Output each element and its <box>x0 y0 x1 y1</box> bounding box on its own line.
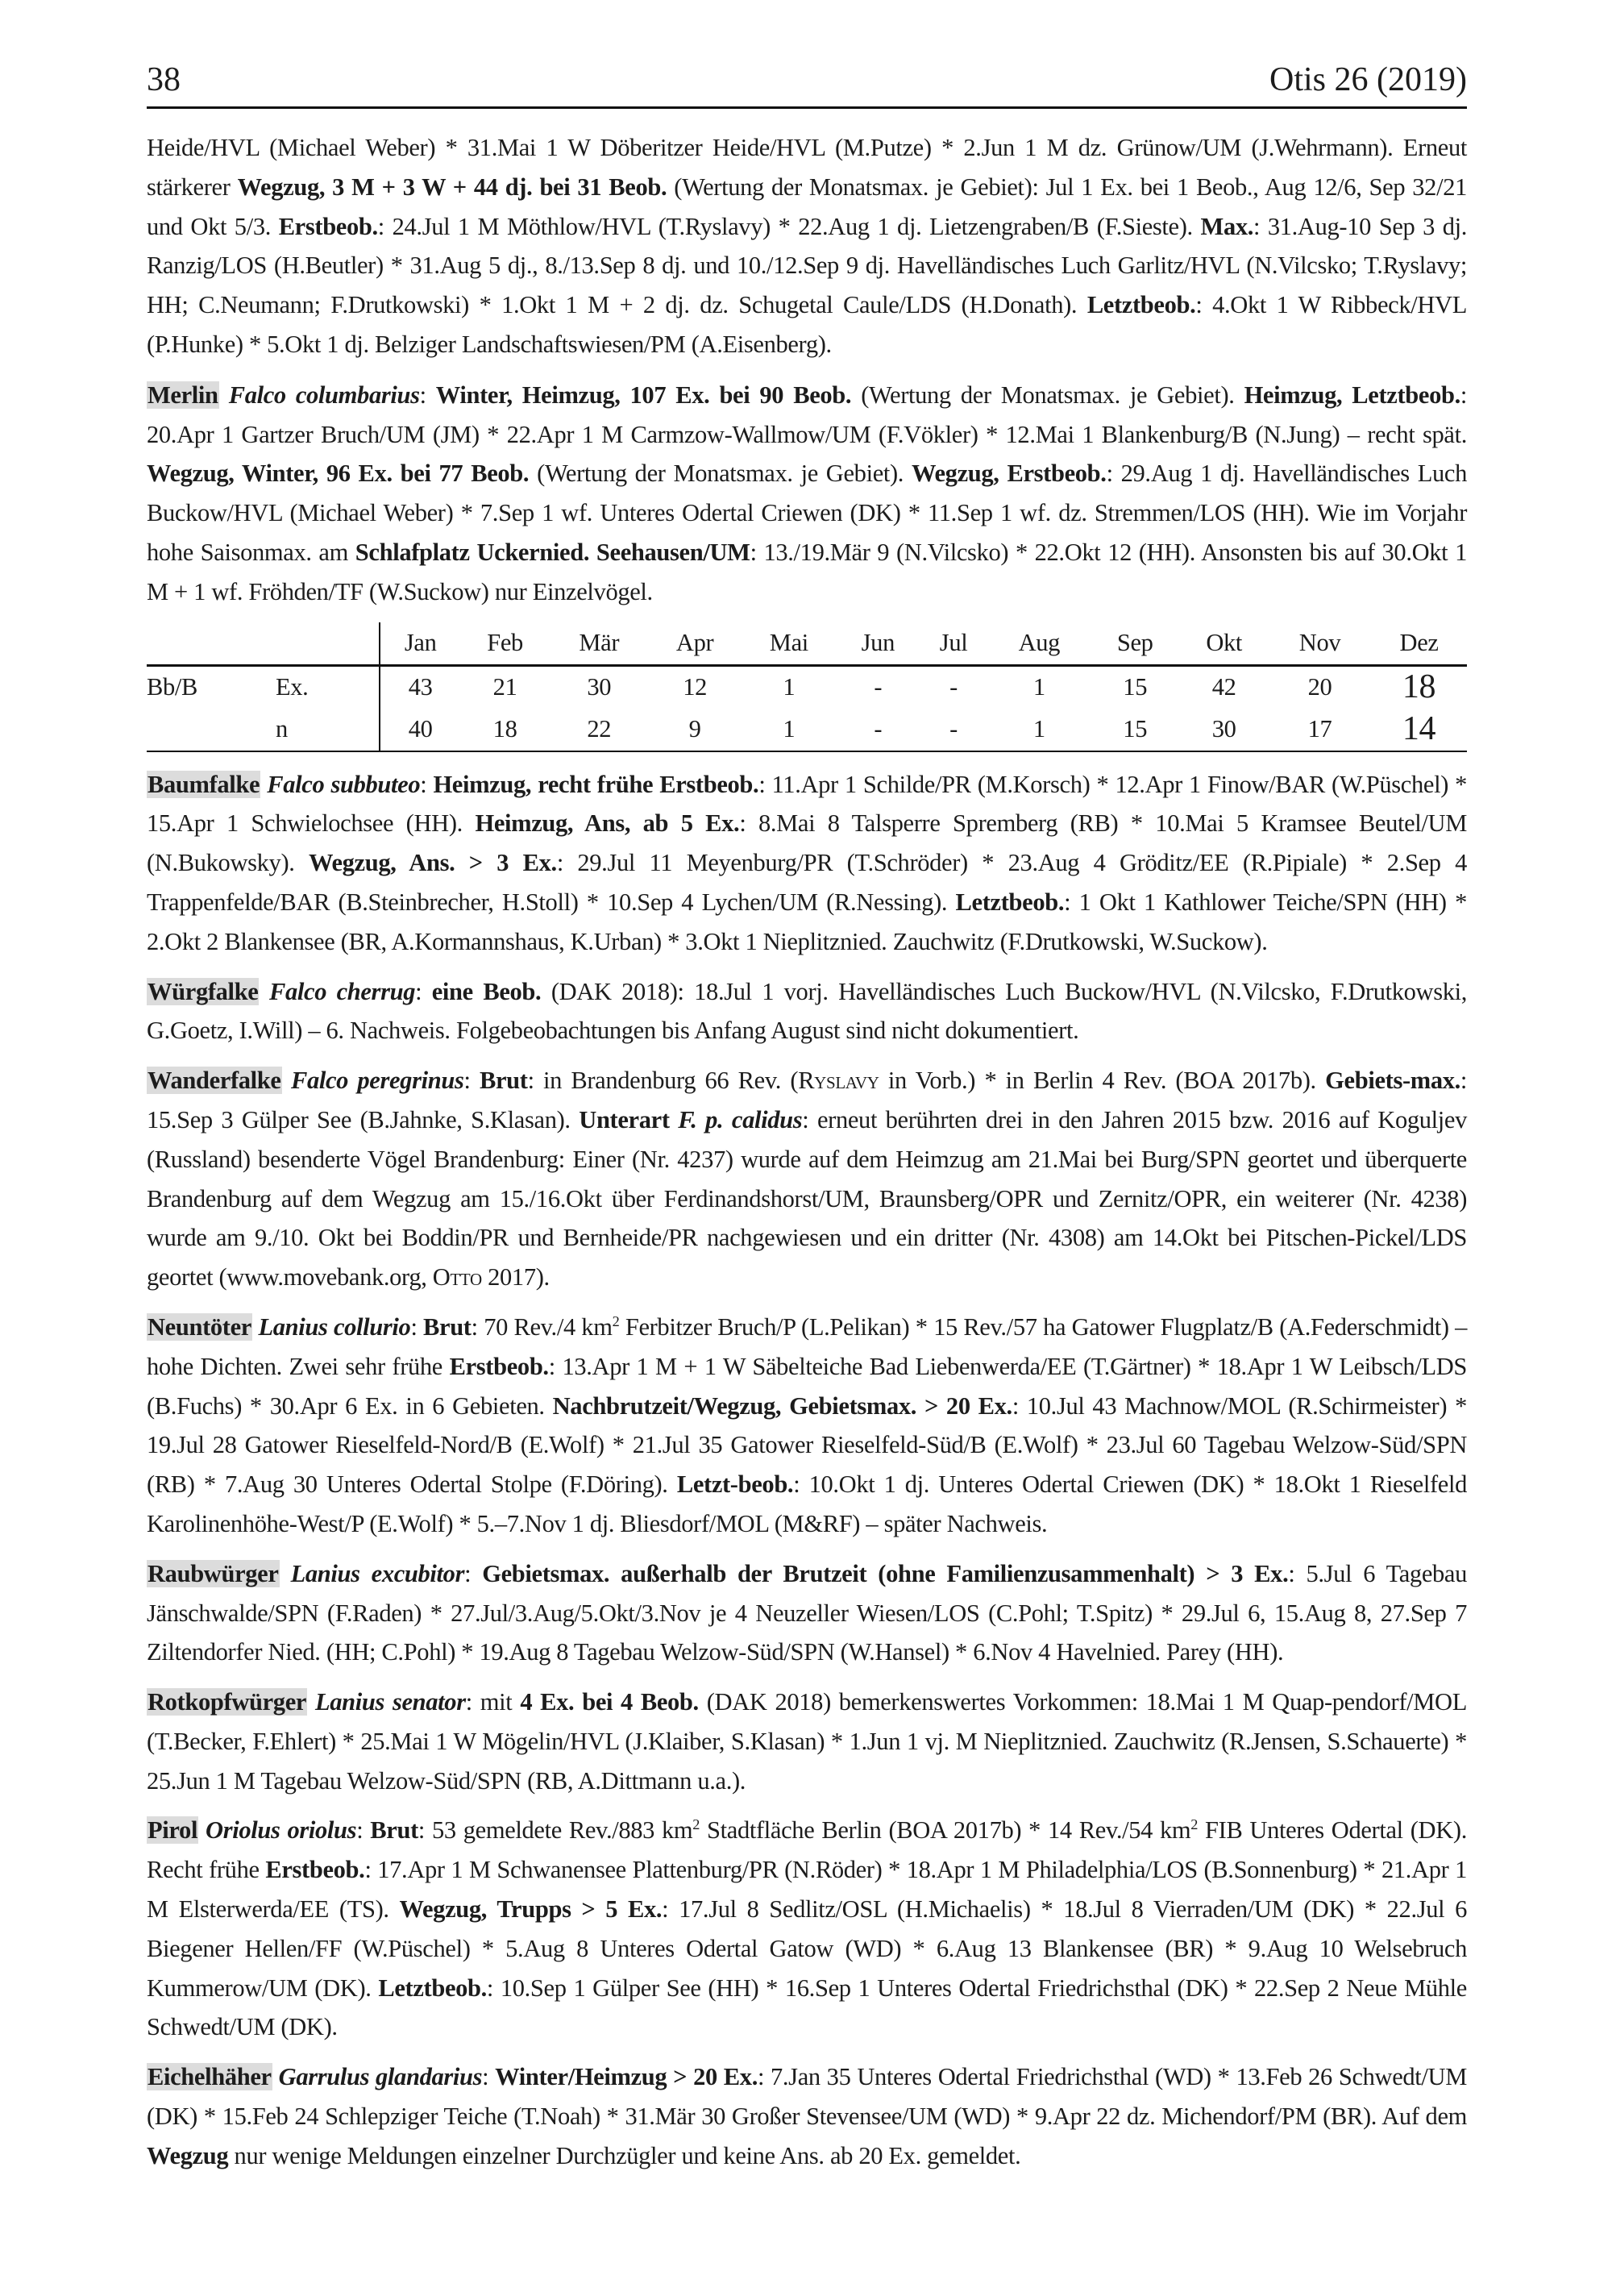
month-header: Mär <box>550 622 649 666</box>
species-entry-wuergfalke: Würgfalke Falco cherrug: eine Beob. (DAK 2018): 18.Jul 1 vorj. Havelländisches Luch Buckow/HVL (N.Vilcsko, F.Drutkowski, G.Goetz, I.Will) – 6. Nachweis. Folgebeobachtungen bis Anfang August sind nicht dokumentiert. <box>147 977 1468 1045</box>
month-header: Mai <box>741 622 837 666</box>
scientific-name: Oriolus oriolus <box>206 1816 357 1845</box>
scientific-name: Lanius collurio <box>258 1312 411 1341</box>
value-cell: 21 <box>492 673 517 701</box>
month-header: Dez <box>1371 622 1467 666</box>
paragraph-continuation: Heide/HVL (Michael Weber) * 31.Mai 1 W Döberitzer Heide/HVL (M.Putze) * 2.Jun 1 M dz. Grünow/UM (J.Wehrmann). Erneut stärkerer Wegzug, 3 M + 3 W + 44 dj. bei 31 Beob. (Wertung der Monatsmax. je Gebiet): Jul 1 Ex. bei 1 Beob., Aug 12/6, Sep 32/21 und Okt 5/3. Erstbeob.: 24.Jul 1 M Möthlow/HVL (T.Ryslavy) * 22.Aug 1 dj. Lietzengraben/B (F.Sieste). Max.: 31.Aug-10 Sep 3 dj. Ranzig/LOS (H.Beutler) * 31.Aug 5 dj., 8./13.Sep 8 dj. und 10./12.Sep 9 dj. Havelländisches Luch Garlitz/HVL (N.Vilcsko; T.Ryslavy; HH; C.Neumann; F.Drutkowski) * 1.Okt 1 M + 2 dj. dz. Schugetal Caule/LDS (H.Donath). Letztbeob.: 4.Okt 1 W Ribbeck/HVL (P.Hunke) * 5.Okt 1 dj. Belziger Landschaftswiesen/PM (A.Eisenberg). <box>147 134 1467 358</box>
species-name: Wanderfalke <box>147 1067 281 1095</box>
scientific-name: Lanius excubitor <box>290 1559 465 1587</box>
species-entry-rotkopfwuerger: Rotkopfwürger Lanius senator: mit 4 Ex. bei 4 Beob. (DAK 2018) bemerkenswertes Vorkommen: 18.Mai 1 M Quap-pendorf/MOL (T.Becker, F.Ehlert) * 25.Mai 1 W Mögelin/HVL (J.Klaiber, S.Klasan) * 1.Jun 1 vj. M Nieplitznied. Zauchwitz (R.Jensen, S.Schauerte) * 25.Jun 1 M Tagebau Welzow-Süd/SPN (RB, A.Dittmann u.a.). <box>147 1688 1468 1795</box>
value-cell: 9 <box>649 709 742 751</box>
value-cell: 43 <box>408 673 433 701</box>
journal-page <box>147 63 1467 2186</box>
species-name: Neuntöter <box>147 1312 251 1341</box>
species-entry-raubwuerger: Raubwürger Lanius excubitor: Gebietsmax. außerhalb der Brutzeit (ohne Familienzusammenhalt) > 3 Ex.: 5.Jul 6 Tagebau Jänschwalde/SPN (F.Raden) * 27.Jul/3.Aug/5.Okt/3.Nov je 4 Neuzeller Wiesen/LOS (C.Pohl; T.Spitz) * 29.Jul 6, 15.Aug 8, 27.Sep 7 Ziltendorfer Nied. (HH; C.Pohl) * 19.Aug 8 Tagebau Welzow-Süd/SPN (W.Hansel) * 6.Nov 4 Havelnied. Parey (HH). <box>147 1559 1467 1666</box>
value-cell: 18 <box>460 709 549 751</box>
article-body <box>147 128 1467 2176</box>
running-head <box>147 63 1467 109</box>
species-entry-neuntoeter: Neuntöter Lanius collurio: Brut: 70 Rev./4 $km^2$ Ferbitzer Bruch/P (L.Pelikan) * 15 Rev./57 ha Gatower Flugplatz/B (A.Federschmidt) – hohe Dichten. Zwei sehr frühe Erstbeob.: 13.Apr 1 M + 1 W Säbelteiche Bad Liebenwerda/EE (T.Gärtner) * 18.Apr 1 W Leibsch/LDS (B.Fuchs) * 30.Apr 6 Ex. in 6 Gebieten. Nachbrutzeit/Wegzug, Gebietsmax. > 20 Ex.: 10.Jul 43 Machnow/MOL (R.Schirmeister) * 19.Jul 28 Gatower Rieselfeld-Nord/B (E.Wolf) * 21.Jul 35 Gatower Rieselfeld-Süd/B (E.Wolf) * 23.Jul 60 Tagebau Welzow-Süd/SPN (RB) * 7.Aug 30 Unteres Odertal Stolpe (F.Döring). Letzt-beob.: 10.Okt 1 dj. Unteres Odertal Criewen (DK) * 18.Okt 1 Rieselfeld Karolinenhöhe-West/P (E.Wolf) * 5.–7.Nov 1 dj. Bliesdorf/MOL (M&RF) – später Nachweis. <box>147 1312 1468 1537</box>
author-citation: Ryslavy <box>798 1067 879 1095</box>
value-cell: 15 <box>1123 673 1148 701</box>
species-entry-eichelhaeher: Eichelhäher Garrulus glandarius: Winter/Heimzug > 20 Ex.: 7.Jan 35 Unteres Odertal Friedrichsthal (WD) * 13.Feb 26 Schwedt/UM (DK) * 15.Feb 24 Schlepziger Teiche (T.Noah) * 31.Mär 30 Großer Stevensee/UM (WD) * 9.Apr 22 dz. Michendorf/PM (BR). Auf dem Wegzug nur wenige Meldungen einzelner Durchzügler und keine Ans. ab 20 Ex. gemeldet. <box>147 2063 1467 2169</box>
value-cell: 1 <box>783 673 796 701</box>
metric-cell: Ex. <box>276 665 380 709</box>
value-cell: 14 <box>1371 709 1467 751</box>
value-cell: 17 <box>1269 709 1371 751</box>
value-cell: 22 <box>550 709 649 751</box>
species-name: Merlin <box>147 381 218 409</box>
species-name: Baumfalke <box>147 770 260 798</box>
value-cell: - <box>919 709 987 751</box>
region-cell: Bb/B <box>147 673 198 701</box>
metric-cell: n <box>276 709 380 751</box>
month-header: Feb <box>460 622 549 666</box>
scientific-name: Falco subbuteo <box>267 770 421 798</box>
value-cell: 20 <box>1307 673 1332 701</box>
table-row <box>147 665 1467 709</box>
table-header-row <box>147 622 1467 666</box>
value-cell: 15 <box>1091 709 1179 751</box>
species-name: Eichelhäher <box>147 2063 272 2091</box>
month-header: Jul <box>919 622 987 666</box>
value-cell: 30 <box>1179 709 1268 751</box>
month-header: Okt <box>1179 622 1268 666</box>
value-cell: 42 <box>1211 673 1236 701</box>
species-entry-baumfalke: Baumfalke Falco subbuteo: Heimzug, recht frühe Erstbeob.: 11.Apr 1 Schilde/PR (M.Korsch) * 12.Apr 1 Finow/BAR (W.Püschel) * 15.Apr 1 Schwielochsee (HH). Heimzug, Ans, ab 5 Ex.: 8.Mai 8 Talsperre Spremberg (RB) * 10.Mai 5 Kramsee Beutel/UM (N.Bukowsky). Wegzug, Ans. > 3 Ex.: 29.Jul 11 Meyenburg/PR (T.Schröder) * 23.Aug 4 Gröditz/EE (R.Pipiale) * 2.Sep 4 Trappenfelde/BAR (B.Steinbrecher, H.Stoll) * 10.Sep 4 Lychen/UM (R.Nessing). Letztbeob.: 1 Okt 1 Kathlower Teiche/SPN (HH) * 2.Okt 2 Blankensee (BR, A.Kormannshaus, K.Urban) * 3.Okt 1 Nieplitznied. Zauchwitz (F.Drutkowski, W.Suckow). <box>147 770 1467 955</box>
month-header: Jan <box>380 622 460 666</box>
scientific-name: Falco columbarius <box>228 381 420 409</box>
value-cell: 40 <box>380 709 460 751</box>
value-cell: - <box>874 673 883 701</box>
month-header: Sep <box>1091 622 1179 666</box>
value-cell: 30 <box>587 673 612 701</box>
species-name: Rotkopfwürger <box>147 1688 307 1716</box>
species-name: Würgfalke <box>147 977 259 1005</box>
author-citation: Otto <box>432 1263 482 1292</box>
scientific-name: Falco cherrug <box>268 977 416 1005</box>
species-entry-merlin: Merlin Falco columbarius: Winter, Heimzug, 107 Ex. bei 90 Beob. (Wertung der Monatsmax. je Gebiet). Heimzug, Letztbeob.: 20.Apr 1 Gartzer Bruch/UM (JM) * 22.Apr 1 M Carmzow-Wallmow/UM (F.Vökler) * 12.Mai 1 Blankenburg/B (N.Jung) – recht spät. Wegzug, Winter, 96 Ex. bei 77 Beob. (Wertung der Monatsmax. je Gebiet). Wegzug, Erstbeob.: 29.Aug 1 dj. Havelländisches Luch Buckow/HVL (Michael Weber) * 7.Sep 1 wf. Unteres Odertal Criewen (DK) * 11.Sep 1 wf. dz. Stremmen/LOS (HH). Wie im Vorjahr hohe Saisonmax. am Schlafplatz Uckernied. Seehausen/UM: 13./19.Mär 9 (N.Vilcsko) * 22.Okt 12 (HH). Ansonsten bis auf 30.Okt 1 M + 1 wf. Fröhden/TF (W.Suckow) nur Einzelvögel. <box>147 381 1467 605</box>
species-entry-pirol: Pirol Oriolus oriolus: Brut: 53 gemeldete Rev./883 $km^2$ Stadtfläche Berlin (BOA 2017b) * 14 Rev./54 $km^2$ FIB Unteres Odertal (DK). Recht frühe Erstbeob.: 17.Apr 1 M Schwanensee Plattenburg/PR (N.Röder) * 18.Apr 1 M Philadelphia/LOS (B.Sonnenburg) * 21.Apr 1 M Elsterwerda/EE (TS). Wegzug, Trupps > 5 Ex.: 17.Jul 8 Sedlitz/OSL (H.Michaelis) * 18.Jul 8 Vierraden/UM (DK) * 22.Jul 6 Biegener Hellen/FF (W.Püschel) * 5.Aug 8 Unteres Odertal Gatow (WD) * 6.Aug 13 Blankensee (BR) * 9.Aug 10 Welsebruch Kummerow/UM (DK). Letztbeob.: 10.Sep 1 Gülper See (HH) * 16.Sep 1 Unteres Odertal Friedrichsthal (DK) * 22.Sep 2 Neue Mühle Schwedt/UM (DK). <box>147 1816 1467 2041</box>
value-cell: 18 <box>1402 668 1436 706</box>
journal-title: Otis 26 (2019) <box>1269 61 1467 98</box>
month-header: Jun <box>837 622 919 666</box>
scientific-name: Falco peregrinus <box>290 1067 464 1095</box>
value-cell: - <box>949 673 958 701</box>
merlin-monthly-table <box>147 622 1467 752</box>
value-cell: 1 <box>1032 673 1045 701</box>
scientific-name: Garrulus glandarius <box>278 2063 483 2091</box>
month-header: Aug <box>988 622 1091 666</box>
value-cell: 1 <box>988 709 1091 751</box>
value-cell: 12 <box>683 673 707 701</box>
value-cell: 1 <box>741 709 837 751</box>
species-entry-wanderfalke: Wanderfalke Falco peregrinus: Brut: in Brandenburg 66 Rev. (Ryslavy in Vorb.) * in Berlin 4 Rev. (BOA 2017b). Gebiets-max.: 15.Sep 3 Gülper See (B.Jahnke, S.Klasan). Unterart F. p. calidus: erneut berührten drei in den Jahren 2015 bzw. 2016 auf Koguljev (Russland) besenderte Vögel Brandenburg: Einer (Nr. 4237) wurde auf dem Heimzug am 21.Mai bei Burg/SPN geortet und überquerte Brandenburg auf dem Wegzug am 15./16.Okt über Ferdinandshorst/UM, Braunsberg/OPR und Zernitz/OPR, ein weiterer (Nr. 4238) wurde am 9./10. Okt bei Boddin/PR und Bernheide/PR nachgewiesen und ein dritter (Nr. 4308) am 14.Okt bei Pitschen-Pickel/LDS geortet (www.movebank.org, Otto 2017). <box>147 1067 1468 1292</box>
value-cell: - <box>837 709 919 751</box>
species-name: Raubwürger <box>147 1559 279 1587</box>
month-header: Apr <box>649 622 742 666</box>
month-header: Nov <box>1269 622 1371 666</box>
page-number: 38 <box>147 61 181 98</box>
scientific-name: Lanius senator <box>315 1688 466 1716</box>
species-name: Pirol <box>147 1816 198 1845</box>
table-row <box>147 709 1467 751</box>
